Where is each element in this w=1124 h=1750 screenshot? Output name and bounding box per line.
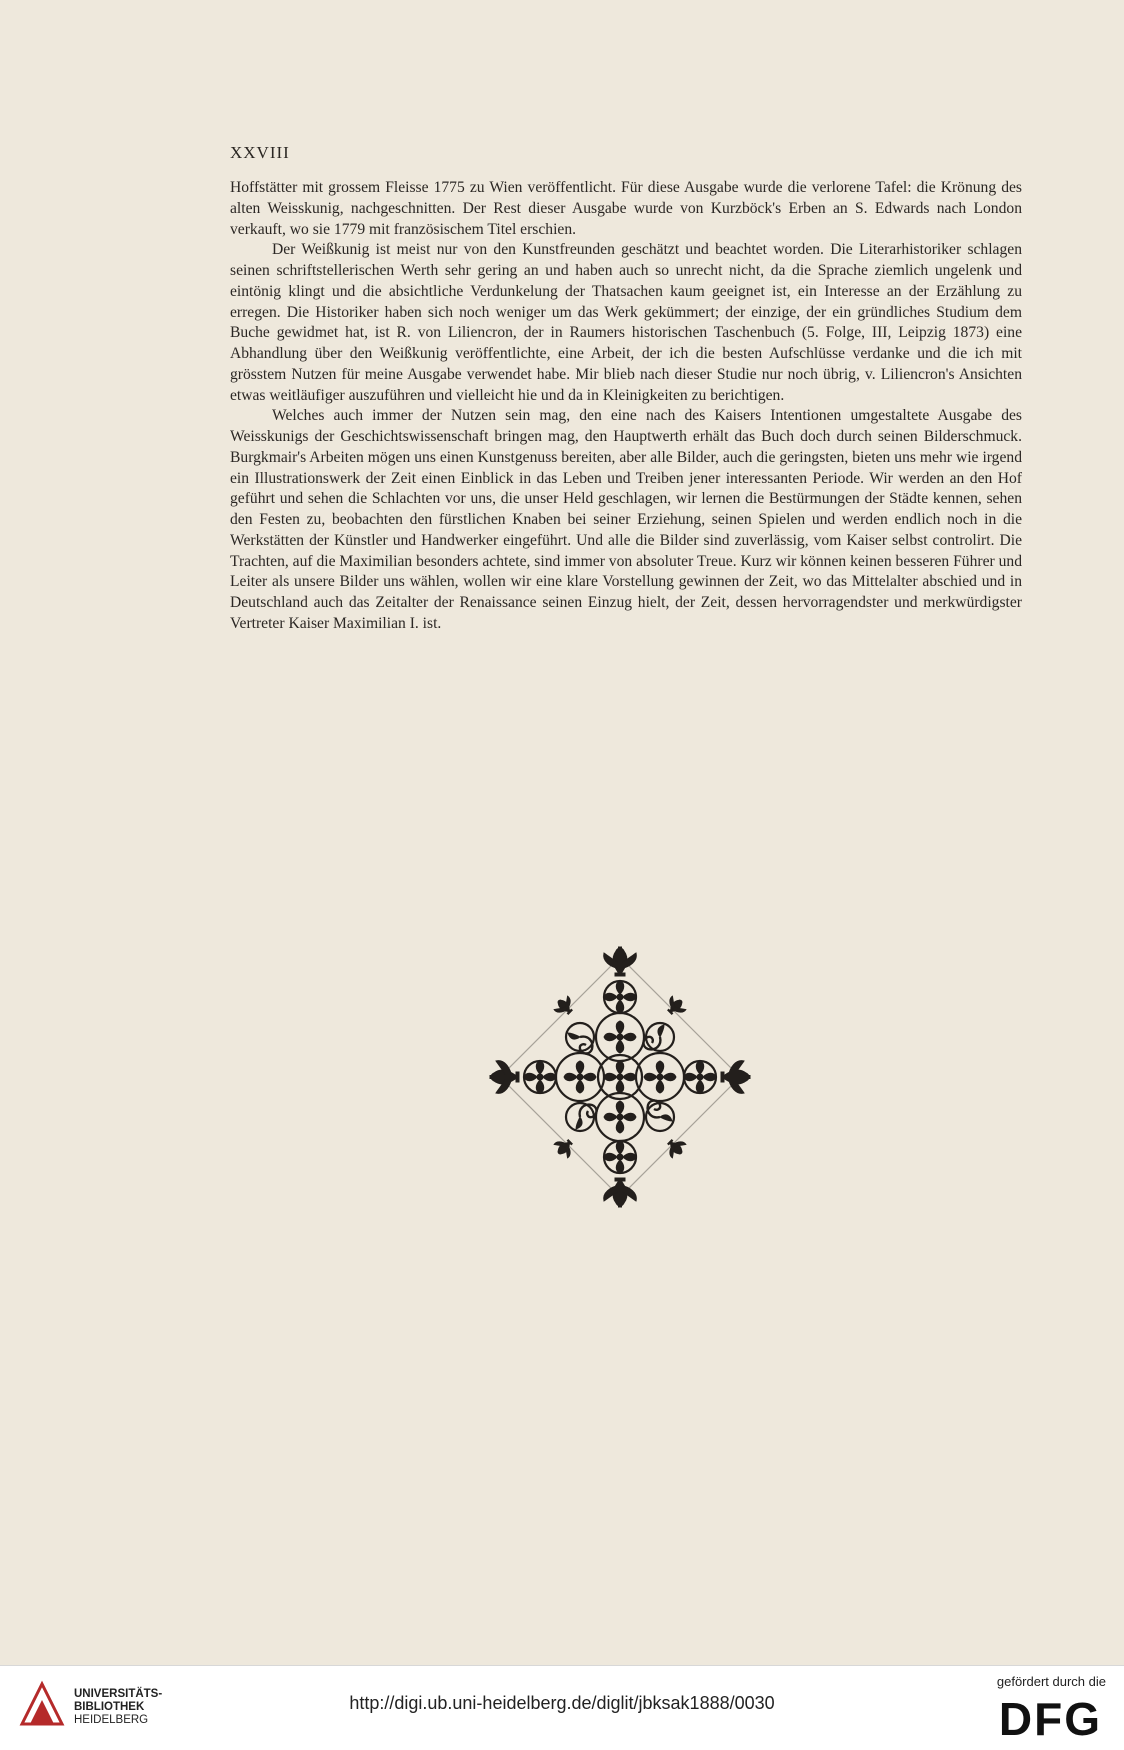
permalink-url[interactable]: http://digi.ub.uni-heidelberg.de/diglit/jbksak1888/0030: [349, 1693, 775, 1713]
fleuron-ornament-icon: [470, 927, 770, 1227]
page-number: XXVIII: [230, 143, 290, 162]
library-name-line-3: HEIDELBERG: [74, 1714, 149, 1726]
paragraph-3: Welches auch immer der Nutzen sein mag, den eine nach des Kaisers Intentionen umgestaltete Ausgabe des Weisskunigs der Geschichtswissenschaft bringen mag, den Hauptwerth erhält das Buch doch durch seinen Bilderschmuck. Burgkmair's Arbeiten mögen uns einen Kunstgenuss bereiten, aber alle Bilder, auch die geringsten, bieten uns mehr wie irgend ein Illustrationswerk der Zeit einen Einblick in das Leben und Treiben jener interessanten Periode. Wir werden an den Hof geführt und sehen die Schlachten vor uns, die unser Held geschlagen, wir lernen die Bestürmungen der Städte kennen, sehen den Festen zu, beobachten den fürstlichen Knaben bei seiner Erziehung, seinen Spielen und werden endlich noch in die Werkstätten der Künstler und Handwerker eingeführt. Und alle die Bilder sind zuverlässig, vom Kaiser selbst controlirt. Die Trachten, auf die Maximilian besonders achtete, sind immer von absoluter Treue. Kurz wir können keinen besseren Führer und Leiter als unsere Bilder uns wählen, wollen wir eine klare Vorstellung gewinnen der Zeit, wo das Mittelalter abschied und in Deutschland auch das Zeitalter der Renaissance seinen Einzug hielt, der Zeit, dessen hervorragendster und merkwürdigster Vertreter Kaiser Maximilian I. ist.: [230, 407, 1022, 632]
dfg-logo: DFG: [998, 1693, 1102, 1745]
digitization-footer: [0, 1665, 1124, 1750]
funder-caption: gefördert durch die: [996, 1674, 1106, 1689]
paragraph-2: Der Weißkunig ist meist nur von den Kunstfreunden geschätzt und beachtet worden. Die Literarhistoriker schlagen seinen schriftstellerischen Werth sehr gering an und haben auch so unrecht nicht, da die Sprache ziemlich ungelenk und eintönig klingt und die absichtliche Verdunkelung der Thatsachen kaum geeignet ist, ein Interesse an der Erzählung zu erregen. Die Historiker haben sich noch weniger um das Werk gekümmert; der einzige, der ein gründliches Studium dem Buche gewidmet hat, ist R. von Liliencron, der in Raumers historischen Taschenbuch (5. Folge, III, Leipzig 1873) eine Abhandlung über den Weißkunig veröffentlichte, eine Arbeit, der ich die besten Aufschlüsse verdanke und die ich mit grösstem Nutzen für meine Ausgabe verwendet habe. Mir blieb nach dieser Studie nur noch übrig, v. Liliencron's Ansichten etwas weitläufiger auszuführen und vielleicht hie und da in Kleinigkeiten zu berichtigen.: [230, 241, 1022, 404]
library-name-line-2: BIBLIOTHEK: [74, 1701, 145, 1713]
paragraph-1: Hoffstätter mit grossem Fleisse 1775 zu Wien veröffentlicht. Für diese Ausgabe wurde die verlorene Tafel: die Krönung des alten Weisskunig, nachgeschnitten. Der Rest dieser Ausgabe wurde von Kurzböck's Erben an S. Edwards nach London verkauft, wo sie 1779 mit französischem Titel erschien.: [230, 179, 1022, 238]
body-text: [230, 178, 1022, 635]
library-name-line-1: UNIVERSITÄTS-: [74, 1688, 163, 1700]
